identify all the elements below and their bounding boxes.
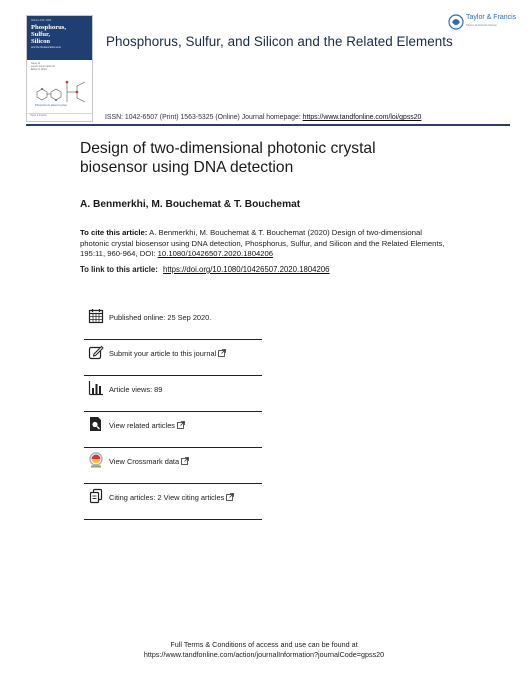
cover-title-line: Phosphorus, (31, 24, 66, 31)
cover-molecule-graphic (31, 76, 89, 108)
terms-footer (0, 640, 528, 660)
cover-title (31, 24, 88, 45)
article-views-item (84, 375, 262, 412)
cover-issue-line: Editor in Chief (31, 68, 47, 71)
external-link-icon (226, 493, 234, 501)
cover-title-block (27, 16, 92, 60)
header-divider (26, 124, 510, 126)
external-link-icon (177, 421, 185, 429)
published-online-item (84, 303, 262, 340)
cover-issue-line: Lorem ipsum dolor sit (31, 65, 55, 68)
terms-footer-link[interactable]: https://www.tandfonline.com/action/journalInformation?journalCode=gpss20 (143, 650, 385, 659)
citing-articles-icon (88, 488, 104, 504)
citation-block (80, 228, 450, 260)
publisher-tagline: Taylor & Francis Group (466, 23, 497, 27)
published-online-text: Published online: 25 Sep 2020. (109, 313, 212, 322)
edit-icon (88, 344, 104, 360)
issn-text: ISSN: 1042-6507 (Print) 1563-5325 (Online) Journal homepage: (105, 114, 301, 121)
cover-title-line: Sulfur, (31, 31, 50, 38)
citation-text: A. Benmerkhi, M. Bouchemat & T. Bouchemat (2020) Design of two-dimensional photonic crystal biosensor using DNA detection, Phosphorus, Sulfur, and Silicon and the Related Elements, 195:11, 960-964, DOI: (80, 228, 445, 258)
journal-homepage-link[interactable]: https://www.tandfonline.com/loi/gpss20 (302, 114, 422, 121)
journal-name: Phosphorus, Sulfur, and Silicon and the Related Elements (106, 34, 453, 49)
submit-article-item[interactable] (84, 339, 262, 376)
article-views-text: Article views: 89 (109, 385, 163, 394)
publisher-name: Taylor & Francis (466, 14, 517, 21)
bar-chart-icon (88, 380, 104, 396)
related-articles-label: View related articles (109, 421, 175, 430)
external-link-icon (181, 457, 189, 465)
cover-publisher-strip: Taylor & Francis (27, 113, 92, 121)
citing-articles-item[interactable] (84, 483, 262, 520)
article-link-line (80, 265, 330, 274)
cover-title-line: Silicon (31, 38, 51, 45)
citing-articles-label: Citing articles: 2 View citing articles (109, 493, 225, 502)
citation-doi-link[interactable]: 10.1080/10426507.2020.1804206 (157, 249, 274, 258)
related-articles-item[interactable] (84, 411, 262, 448)
external-link-icon (218, 349, 226, 357)
crossmark-icon (88, 452, 104, 468)
cover-issue-info (27, 60, 92, 73)
article-authors: A. Benmerkhi, M. Bouchemat & T. Bouchemat (80, 199, 301, 210)
submit-article-link[interactable] (109, 349, 226, 358)
related-articles-link[interactable] (109, 421, 185, 430)
cover-issue-line: Issue 11 (31, 62, 41, 65)
calendar-icon (88, 308, 104, 324)
crossmark-label: View Crossmark data (109, 457, 180, 466)
article-doi-link[interactable]: https://doi.org/10.1080/10426507.2020.1804206 (163, 265, 330, 274)
cover-subtitle: and the Related Elements (31, 46, 61, 49)
cover-volume-line: Volume 195, 2020 (31, 19, 52, 22)
journal-cover-thumbnail (26, 15, 93, 122)
issn-line (105, 114, 421, 121)
crossmark-link[interactable] (109, 457, 189, 466)
search-document-icon (88, 416, 104, 432)
crossmark-item[interactable] (84, 447, 262, 484)
article-title: Design of two-dimensional photonic crystal biosensor using DNA detection (80, 140, 376, 176)
terms-footer-line: Full Terms & Conditions of access and use can be found at (170, 640, 358, 649)
submit-article-label: Submit your article to this journal (109, 349, 217, 358)
cover-graphic-caption: Phosphorus Heterocycles (35, 103, 67, 107)
citing-articles-link[interactable] (109, 493, 234, 502)
link-label: To link to this article: (80, 265, 158, 274)
citation-label: To cite this article: (80, 228, 148, 237)
